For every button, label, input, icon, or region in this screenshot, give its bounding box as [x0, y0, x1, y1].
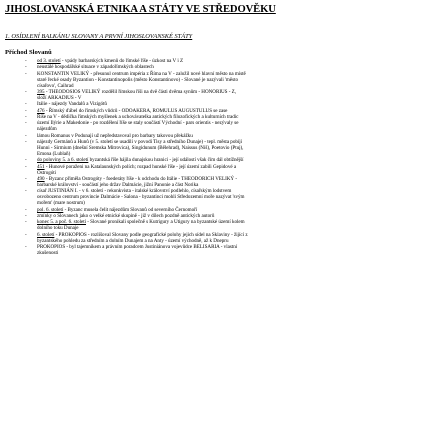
item-text: PROKOPIOS - byl tajemníkem a právním poradcem Justiniánova vojevůdce BELISARIA - vlastní zkušenosti: [37, 243, 238, 256]
bullet-marker: -: [25, 206, 27, 213]
list-item: [25, 108, 437, 114]
bullet-marker: -: [25, 175, 27, 182]
item-text: - THEODOSIOS VELIKÝ rozdělil římskou říši na dvě části dvěma synům - HONORIUS - Z, složí ARKADIUS - V: [37, 88, 236, 102]
bullet-marker: -: [25, 138, 27, 145]
bullet-marker: -: [25, 132, 27, 139]
item-text: - Byzanc musela čelit nájezdům Slovanů od severního Černomoří: [63, 206, 198, 213]
item-lead: do poloviny 5. a 6. století: [37, 157, 89, 164]
list-item: [25, 188, 437, 206]
bullet-marker: -: [25, 58, 27, 64]
item-text: Říše na V - dědička římských myšlenek a uchovávatelka antických filozofických a kulturních tradic: [37, 113, 239, 120]
list-item: [25, 176, 437, 188]
item-text: - PROKOPIOS - rozlišoval Slovany podle geografické polohy jejich sídel na Sklaviny - žijící z byzantského pohledu za středním a dolním Dunajem a na Anty - území východně, až k Dnepru: [37, 231, 248, 244]
item-text: lámou Romanus v Podunají už nepředstavoval pro barbary takovou překážku: [37, 132, 193, 139]
list-item: [25, 89, 437, 101]
item-lead: pol. 6. století: [37, 206, 64, 213]
list-item: [25, 120, 437, 132]
bullet-marker: -: [25, 120, 27, 127]
item-text: - Byzanc přiměla Ostrogóty - foederáty říše - k odchodu do Itálie - THEODORICH VELIKÝ - barbarské království - součástí jeho držav Dalmácie, jižní Panonie a část Norika: [37, 175, 238, 188]
item-lead: od 3. století: [37, 58, 61, 64]
item-text: zmínky o Slovanech jako o velké etnické skupině - již v dílech pozdně antických autorů: [37, 212, 215, 219]
bullet-marker: -: [25, 113, 27, 120]
list-item: [25, 244, 437, 256]
list-item: [25, 219, 437, 231]
list-item: [25, 207, 437, 213]
list-item: [25, 213, 437, 219]
section-title: 1. OSÍDLENÍ BALKÁNU SLOVANY A PRVNÍ JIHOSLOVANSKÉ STÁTY: [5, 33, 193, 40]
list-item: [25, 58, 437, 64]
item-text: území Ilýrie a Makedonie - po rozdělení říše se staly součástí Východní - pars orientis - nezývaly se nájezdům: [37, 120, 239, 133]
list-item: [25, 101, 437, 107]
bullet-marker: -: [25, 157, 27, 164]
list-item: [25, 164, 437, 176]
item-lead: 490: [37, 175, 45, 182]
item-lead: 476: [37, 107, 45, 114]
item-text: nájezdy Germánů a Hunů (v 5. století se usadili v povodí Tisy a středního Dunaje) - tepl. města pobíjí Hunni - Sirmium (dnešní Sremska Mitrovica), Singidunum (Bělehrad), Naissus (Niš), Poetovio (Ptuj), Emona (Lublaň): [37, 138, 244, 157]
item-text: - vpády barbarských kmenů do římské říše - úzkost na V i Z: [60, 58, 184, 64]
list-item: [25, 139, 437, 157]
bullet-marker: -: [25, 163, 27, 170]
item-text: KONSTANTIN VELIKÝ - přesunul centrum impéria z Říma na V - založil nové hlavní město na místě staré řecké osady Byzantion - Konstantinopolis (město Konstantinovo) - Slované je nazývali 'město císařovo', Caihrad: [37, 70, 246, 89]
list-item: [25, 232, 437, 244]
item-text: byzantská říše hájila dunajskou hranici - její událostí však čím dál obtížnější: [88, 157, 244, 164]
bullet-marker: -: [25, 243, 27, 250]
item-lead: 451: [37, 163, 45, 170]
list-item: [25, 71, 437, 89]
bullet-marker: -: [25, 212, 27, 219]
item-text: - Hunové poraženi na Katalaunských polích; rozpad hunské říše - její území zabili Gepidové a Ostrogóti: [37, 163, 237, 176]
item-text: Itálie - nájezdy Vandalů a Vizigótů: [37, 101, 107, 108]
list-item: [25, 114, 437, 120]
list-item: [25, 64, 437, 70]
bullet-marker: -: [25, 188, 27, 195]
item-text: - Slované pronikali společně s Kutrigury a Utigury na byzantské území kolem dolního toku Dunaje: [37, 219, 245, 232]
bullet-marker: -: [25, 88, 27, 95]
subheading: Příchod Slovanů: [5, 49, 52, 56]
bullet-marker: -: [25, 70, 27, 77]
item-lead: 6. století: [37, 231, 55, 238]
item-lead: konec 5. a poč. 6. století: [37, 219, 86, 226]
bullet-marker: -: [25, 107, 27, 114]
item-text: - Římský ďábel do římských vůdců - ODOAKERA, ROMULUS AUGUSTULUS se zase: [44, 107, 228, 114]
list-item: [25, 157, 437, 163]
bullet-marker: -: [25, 101, 27, 108]
bullet-marker: -: [25, 219, 27, 226]
bullet-marker: -: [25, 64, 27, 71]
document-title: JIHOSLOVANSKÁ ETNIKA A STÁTY VE STŘEDOVĚKU: [5, 4, 276, 15]
bullet-marker: -: [25, 231, 27, 238]
bullet-list: [4, 58, 437, 256]
item-text: neustálé hospodářské situace v západořímských oblastech: [37, 64, 154, 71]
list-item: [25, 133, 437, 139]
item-lead: 395: [37, 88, 45, 95]
item-text: císař JUSTINIÁN I. - v 6. století - rekonkvista - italské království podlehlo, císařským lodstvem osvobozeno centrum provincie Dalmácie - Salona - byzantinci mohli Středozemní moře nazývat 'svým mořem' (mare nostrum): [37, 188, 245, 207]
